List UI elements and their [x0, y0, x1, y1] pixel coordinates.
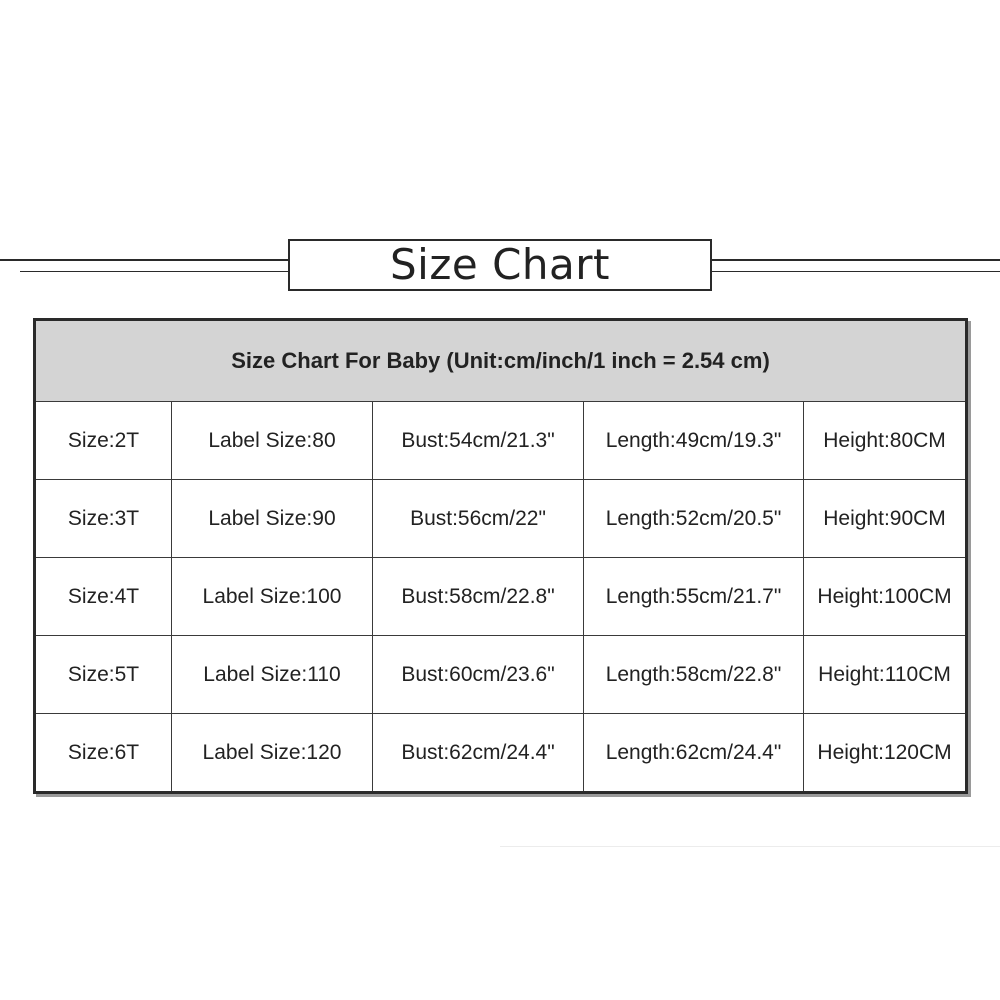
length-cell: Length:49cm/19.3": [584, 402, 804, 480]
left-rule-bottom: [20, 271, 288, 272]
height-cell: Height:100CM: [804, 558, 967, 636]
label-size-cell: Label Size:120: [172, 714, 373, 793]
table-row: [35, 636, 967, 714]
table-row: [35, 402, 967, 480]
table-row: [35, 558, 967, 636]
height-cell: Height:120CM: [804, 714, 967, 793]
bust-cell: Bust:58cm/22.8": [373, 558, 584, 636]
divider: [500, 846, 1000, 847]
label-size-cell: Label Size:80: [172, 402, 373, 480]
size-cell: Size:3T: [35, 480, 172, 558]
size-cell: Size:6T: [35, 714, 172, 793]
label-size-cell: Label Size:90: [172, 480, 373, 558]
length-cell: Length:62cm/24.4": [584, 714, 804, 793]
right-rule-top: [712, 259, 1000, 261]
page-title: Size Chart: [390, 240, 610, 289]
height-cell: Height:90CM: [804, 480, 967, 558]
size-cell: Size:5T: [35, 636, 172, 714]
bust-cell: Bust:56cm/22": [373, 480, 584, 558]
bust-cell: Bust:62cm/24.4": [373, 714, 584, 793]
table-header: Size Chart For Baby (Unit:cm/inch/1 inch = 2.54 cm): [35, 320, 967, 402]
left-rule-top: [0, 259, 288, 261]
table-row: [35, 714, 967, 793]
table-row: [35, 480, 967, 558]
bust-cell: Bust:60cm/23.6": [373, 636, 584, 714]
size-chart-table: [33, 318, 968, 794]
right-rule-bottom: [712, 271, 1000, 272]
label-size-cell: Label Size:110: [172, 636, 373, 714]
size-cell: Size:4T: [35, 558, 172, 636]
table-header-row: [35, 320, 967, 402]
height-cell: Height:110CM: [804, 636, 967, 714]
bust-cell: Bust:54cm/21.3": [373, 402, 584, 480]
label-size-cell: Label Size:100: [172, 558, 373, 636]
height-cell: Height:80CM: [804, 402, 967, 480]
title-banner: [288, 239, 712, 291]
length-cell: Length:55cm/21.7": [584, 558, 804, 636]
length-cell: Length:58cm/22.8": [584, 636, 804, 714]
size-cell: Size:2T: [35, 402, 172, 480]
length-cell: Length:52cm/20.5": [584, 480, 804, 558]
